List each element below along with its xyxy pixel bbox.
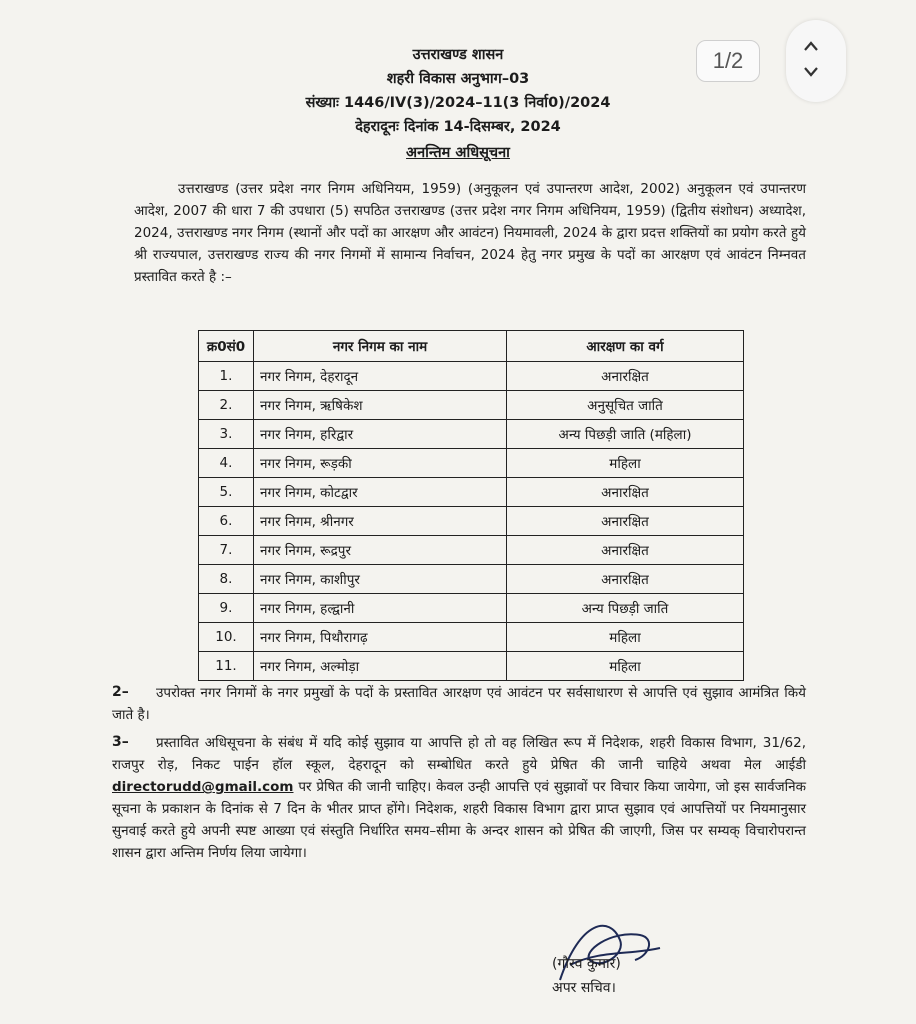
serial-cell: 3. bbox=[199, 420, 254, 449]
table-row bbox=[199, 391, 744, 420]
table-row bbox=[199, 594, 744, 623]
corporation-cell: नगर निगम, देहरादून bbox=[254, 362, 507, 391]
serial-cell: 8. bbox=[199, 565, 254, 594]
date-line: देहरादूनः दिनांक 14-दिसम्बर, 2024 bbox=[355, 119, 561, 135]
section-line: शहरी विकास अनुभाग–03 bbox=[386, 71, 530, 87]
category-cell: महिला bbox=[507, 449, 744, 478]
para2-body: उपरोक्त नगर निगमों के नगर प्रमुखों के पदों के प्रस्तावित आरक्षण एवं आवंटन पर सर्वसाधारण से आपत्ति एवं सुझाव आमंत्रित किये जाते है। bbox=[112, 685, 806, 723]
serial-cell: 5. bbox=[199, 478, 254, 507]
table-header-row bbox=[199, 331, 744, 362]
corporation-cell: नगर निगम, रूड़की bbox=[254, 449, 507, 478]
category-cell: अनारक्षित bbox=[507, 478, 744, 507]
serial-cell: 9. bbox=[199, 594, 254, 623]
serial-cell: 1. bbox=[199, 362, 254, 391]
para3-number: 3– bbox=[112, 734, 129, 750]
table-row bbox=[199, 478, 744, 507]
intro-paragraph: उत्तराखण्ड (उत्तर प्रदेश नगर निगम अधिनियम, 1959) (अनुकूलन एवं उपान्तरण आदेश, 2002) अनुकूलन एवं उपान्तरण आदेश, 2007 की धारा 7 की उपधारा (5) सपठित उत्तराखण्ड (उत्तर प्रदेश नगर निगम अधिनियम, 1959) (द्वितीय संशोधन) अध्यादेश, 2024, उत्तराखण्ड नगर निगम (स्थानों और पदों का आरक्षण और आवंटन) नियमावली, 2024 के द्वारा प्रदत्त शक्तियों का प्रयोग करते हुये श्री राज्यपाल, उत्तराखण्ड राज्य की नगर निगमों में सामान्य निर्वाचन, 2024 हेतु नगर प्रमुख के पदों का आरक्षण एवं आवंटन निम्नवत प्रस्तावित करते है :– bbox=[134, 181, 806, 285]
category-cell: अनारक्षित bbox=[507, 507, 744, 536]
corporation-cell: नगर निगम, अल्मोड़ा bbox=[254, 652, 507, 681]
para3-text bbox=[112, 732, 806, 864]
category-cell: महिला bbox=[507, 623, 744, 652]
corporation-cell: नगर निगम, श्रीनगर bbox=[254, 507, 507, 536]
signature-block bbox=[552, 952, 621, 1000]
serial-cell: 10. bbox=[199, 623, 254, 652]
category-cell: अन्य पिछड़ी जाति (महिला) bbox=[507, 420, 744, 449]
para3-body-b: पर प्रेषित की जानी चाहिए। केवल उन्ही आपत्ति एवं सुझावों पर विचार किया जायेगा, जो इस सार्वजनिक सूचना के प्रकाशन के दिनांक से 7 दिन के भीतर प्राप्त होंगे। निदेशक, शहरी विकास विभाग द्वारा प्राप्त सुझाव एवं आपत्तियों पर नियमानुसार सुनवाई करते हुये अपनी स्पष्ट आख्या एवं संस्तुति निर्धारित समय–सीमा के अन्दर शासन को प्रेषित की जाएगी, जिस पर सम्यक् विचारोपरान्त शासन द्वारा अन्तिम निर्णय लिया जायेगा। bbox=[112, 779, 806, 861]
category-cell: अनारक्षित bbox=[507, 362, 744, 391]
corporation-cell: नगर निगम, पिथौरागढ़ bbox=[254, 623, 507, 652]
para2-number: 2– bbox=[112, 684, 129, 700]
corporation-cell: नगर निगम, हरिद्वार bbox=[254, 420, 507, 449]
page-indicator: 1/2 bbox=[696, 40, 760, 82]
reference-number: संख्याः 1446/IV(3)/2024–11(3 निर्वा0)/2024 bbox=[305, 95, 611, 111]
table-row bbox=[199, 565, 744, 594]
category-cell: अनारक्षित bbox=[507, 536, 744, 565]
serial-cell: 6. bbox=[199, 507, 254, 536]
table-row bbox=[199, 652, 744, 681]
header-category: आरक्षण का वर्ग bbox=[507, 331, 744, 362]
para2-text bbox=[112, 682, 806, 726]
corporation-cell: नगर निगम, रूद्रपुर bbox=[254, 536, 507, 565]
serial-cell: 7. bbox=[199, 536, 254, 565]
table-row bbox=[199, 507, 744, 536]
category-cell: अनारक्षित bbox=[507, 565, 744, 594]
header-corporation: नगर निगम का नाम bbox=[254, 331, 507, 362]
table-row bbox=[199, 420, 744, 449]
category-cell: अन्य पिछड़ी जाति bbox=[507, 594, 744, 623]
header-serial: क्र0सं0 bbox=[199, 331, 254, 362]
table-row bbox=[199, 623, 744, 652]
issuer-line: उत्तराखण्ड शासन bbox=[412, 47, 504, 63]
table-row bbox=[199, 362, 744, 391]
document-title: अनन्तिम अधिसूचना bbox=[406, 145, 510, 161]
corporation-cell: नगर निगम, ऋषिकेश bbox=[254, 391, 507, 420]
serial-cell: 11. bbox=[199, 652, 254, 681]
signatory-designation: अपर सचिव। bbox=[552, 980, 616, 996]
para3-body-a: प्रस्तावित अधिसूचना के संबंध में यदि कोई सुझाव या आपत्ति हो तो वह लिखित रूप में निदेशक, शहरी विकास विभाग, 31/62, राजपुर रोड़, निकट पाईन हॉल स्कूल, देहरादून को सम्बोधित करते हुये प्रेषित की जानी चाहिये अथवा मेल आईडी bbox=[112, 735, 806, 773]
serial-cell: 2. bbox=[199, 391, 254, 420]
corporation-cell: नगर निगम, काशीपुर bbox=[254, 565, 507, 594]
corporation-cell: नगर निगम, कोटद्वार bbox=[254, 478, 507, 507]
corporation-cell: नगर निगम, हल्द्वानी bbox=[254, 594, 507, 623]
email-link[interactable]: directorudd@gmail.com bbox=[112, 779, 294, 795]
category-cell: अनुसूचित जाति bbox=[507, 391, 744, 420]
serial-cell: 4. bbox=[199, 449, 254, 478]
table-row bbox=[199, 449, 744, 478]
category-cell: महिला bbox=[507, 652, 744, 681]
reservation-table bbox=[198, 330, 744, 681]
table-row bbox=[199, 536, 744, 565]
signatory-name: (गौरव कुमार) bbox=[552, 956, 621, 972]
